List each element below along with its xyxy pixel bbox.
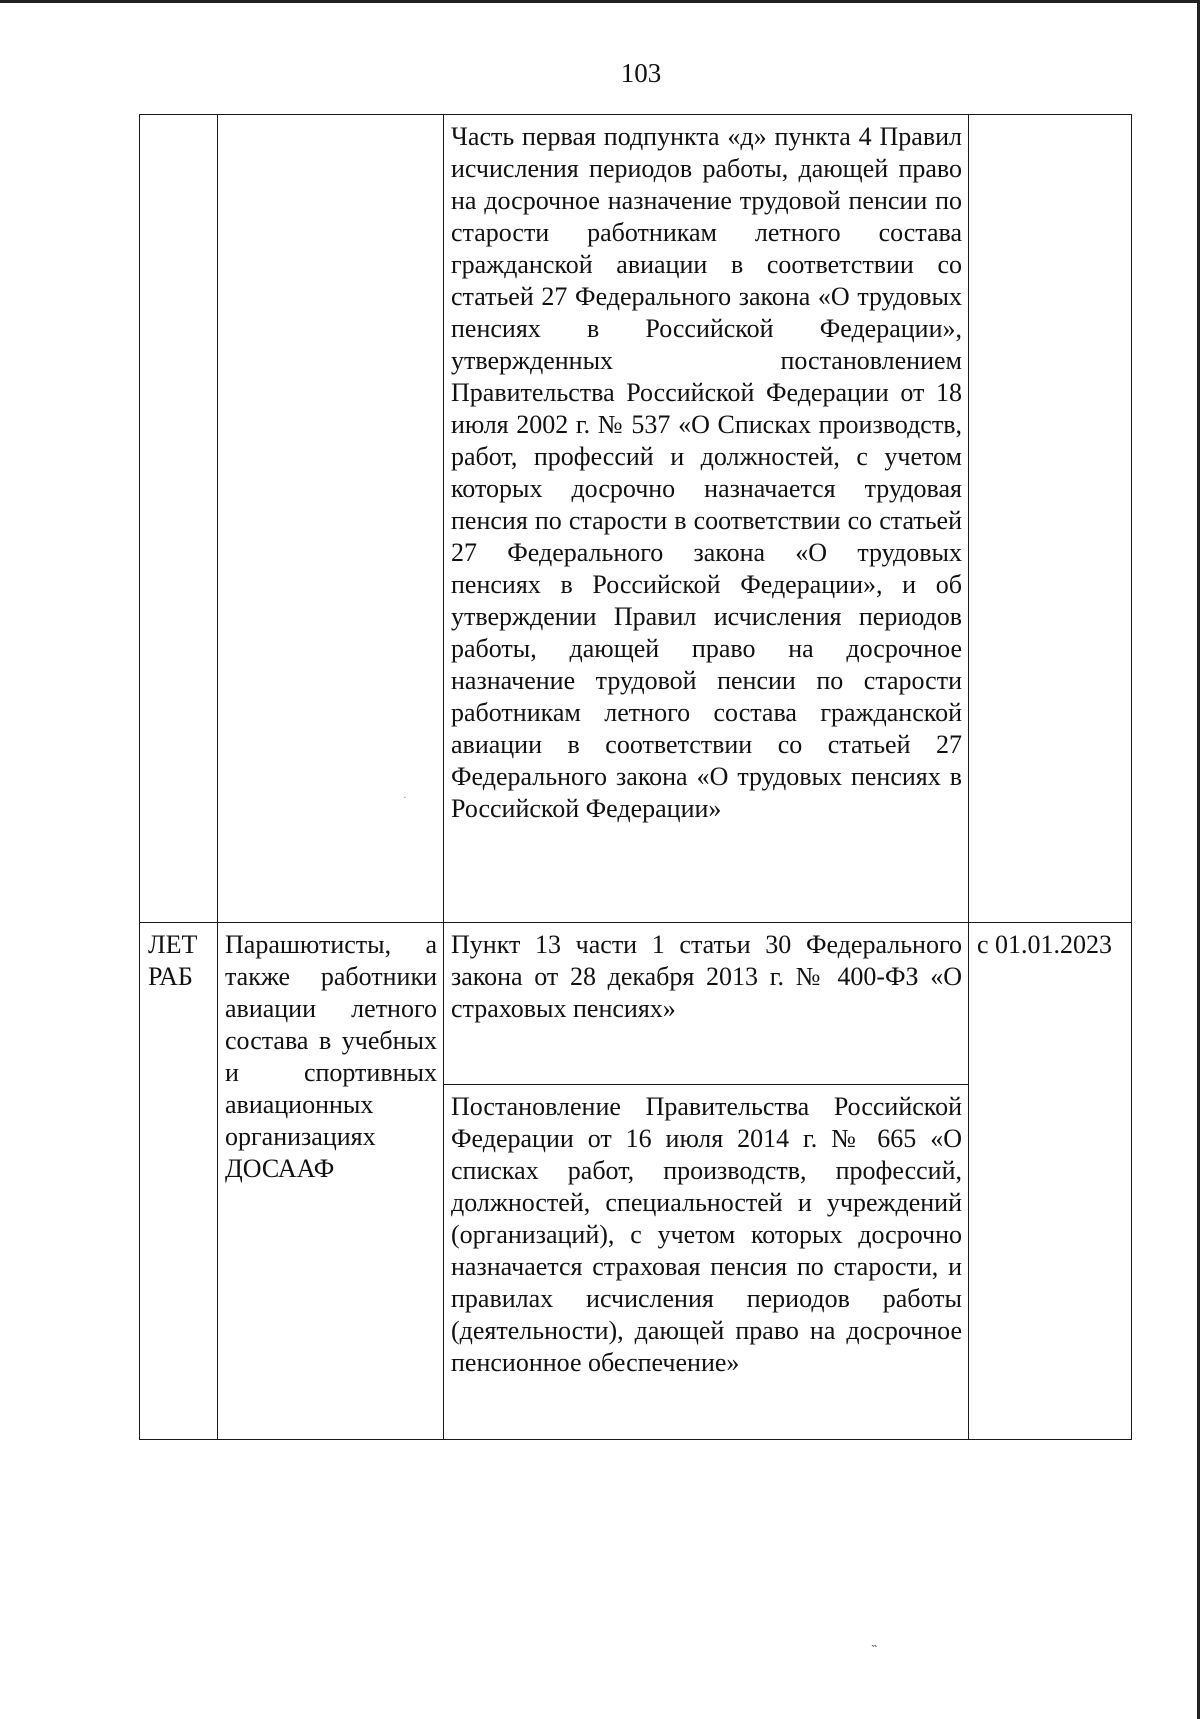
basis-text: Постановление Правительства Российской Федерации от 16 июля 2014 г. № 665 «О списках работ, производств, профессий, должностей, специальностей и учреждений (организаций), с учетом которых досрочно назначается страховая пенсия по старости, и правилах исчисления периодов работы (деятельности), дающей право на досрочное пенсионное обеспечение» (451, 1092, 962, 1377)
description-cell (218, 115, 444, 923)
scan-speck: ˵ (872, 1636, 877, 1651)
page-number: 103 (620, 58, 662, 88)
table-row (140, 115, 1132, 923)
description-cell (218, 923, 444, 1440)
basis-cell (444, 923, 969, 1085)
description-text: Парашютисты, а также работники авиации летного состава в учебных и спортивных авиационных организациях ДОСААФ (225, 930, 437, 1183)
code-cell (140, 923, 218, 1440)
document-table (139, 114, 1132, 1440)
scan-speck: · (403, 790, 407, 804)
basis-cell (444, 1085, 969, 1440)
date-cell (969, 115, 1132, 923)
table-row (140, 923, 1132, 1085)
basis-cell (444, 115, 969, 923)
scan-top-edge (0, 0, 1200, 3)
effective-date: с 01.01.2023 (977, 930, 1113, 959)
basis-text: Часть первая подпункта «д» пункта 4 Правил исчисления периодов работы, дающей право на досрочное назначение трудовой пенсии по старости работникам летного состава гражданской авиации в соответствии со статьей 27 Федерального закона «О трудовых пенсиях в Российской Федерации», утвержденных постановлением Правительства Российской Федерации от 18 июля 2002 г. № 537 «О Списках производств, работ, профессий и должностей, с учетом которых досрочно назначается трудовая пенсия по старости в соответствии со статьей 27 Федерального закона «О трудовых пенсиях в Российской Федерации», и об утверждении Правил исчисления периодов работы, дающей право на досрочное назначение трудовой пенсии по старости работникам летного состава гражданской авиации в соответствии со статьей 27 Федерального закона «О трудовых пенсиях в Российской Федерации» (451, 122, 962, 823)
code-text: ЛЕТ РАБ (148, 930, 198, 991)
basis-text: Пункт 13 части 1 статьи 30 Федерального закона от 28 декабря 2013 г. № 400-ФЗ «О страховых пенсиях» (451, 930, 962, 1023)
date-cell (969, 923, 1132, 1440)
code-cell (140, 115, 218, 923)
